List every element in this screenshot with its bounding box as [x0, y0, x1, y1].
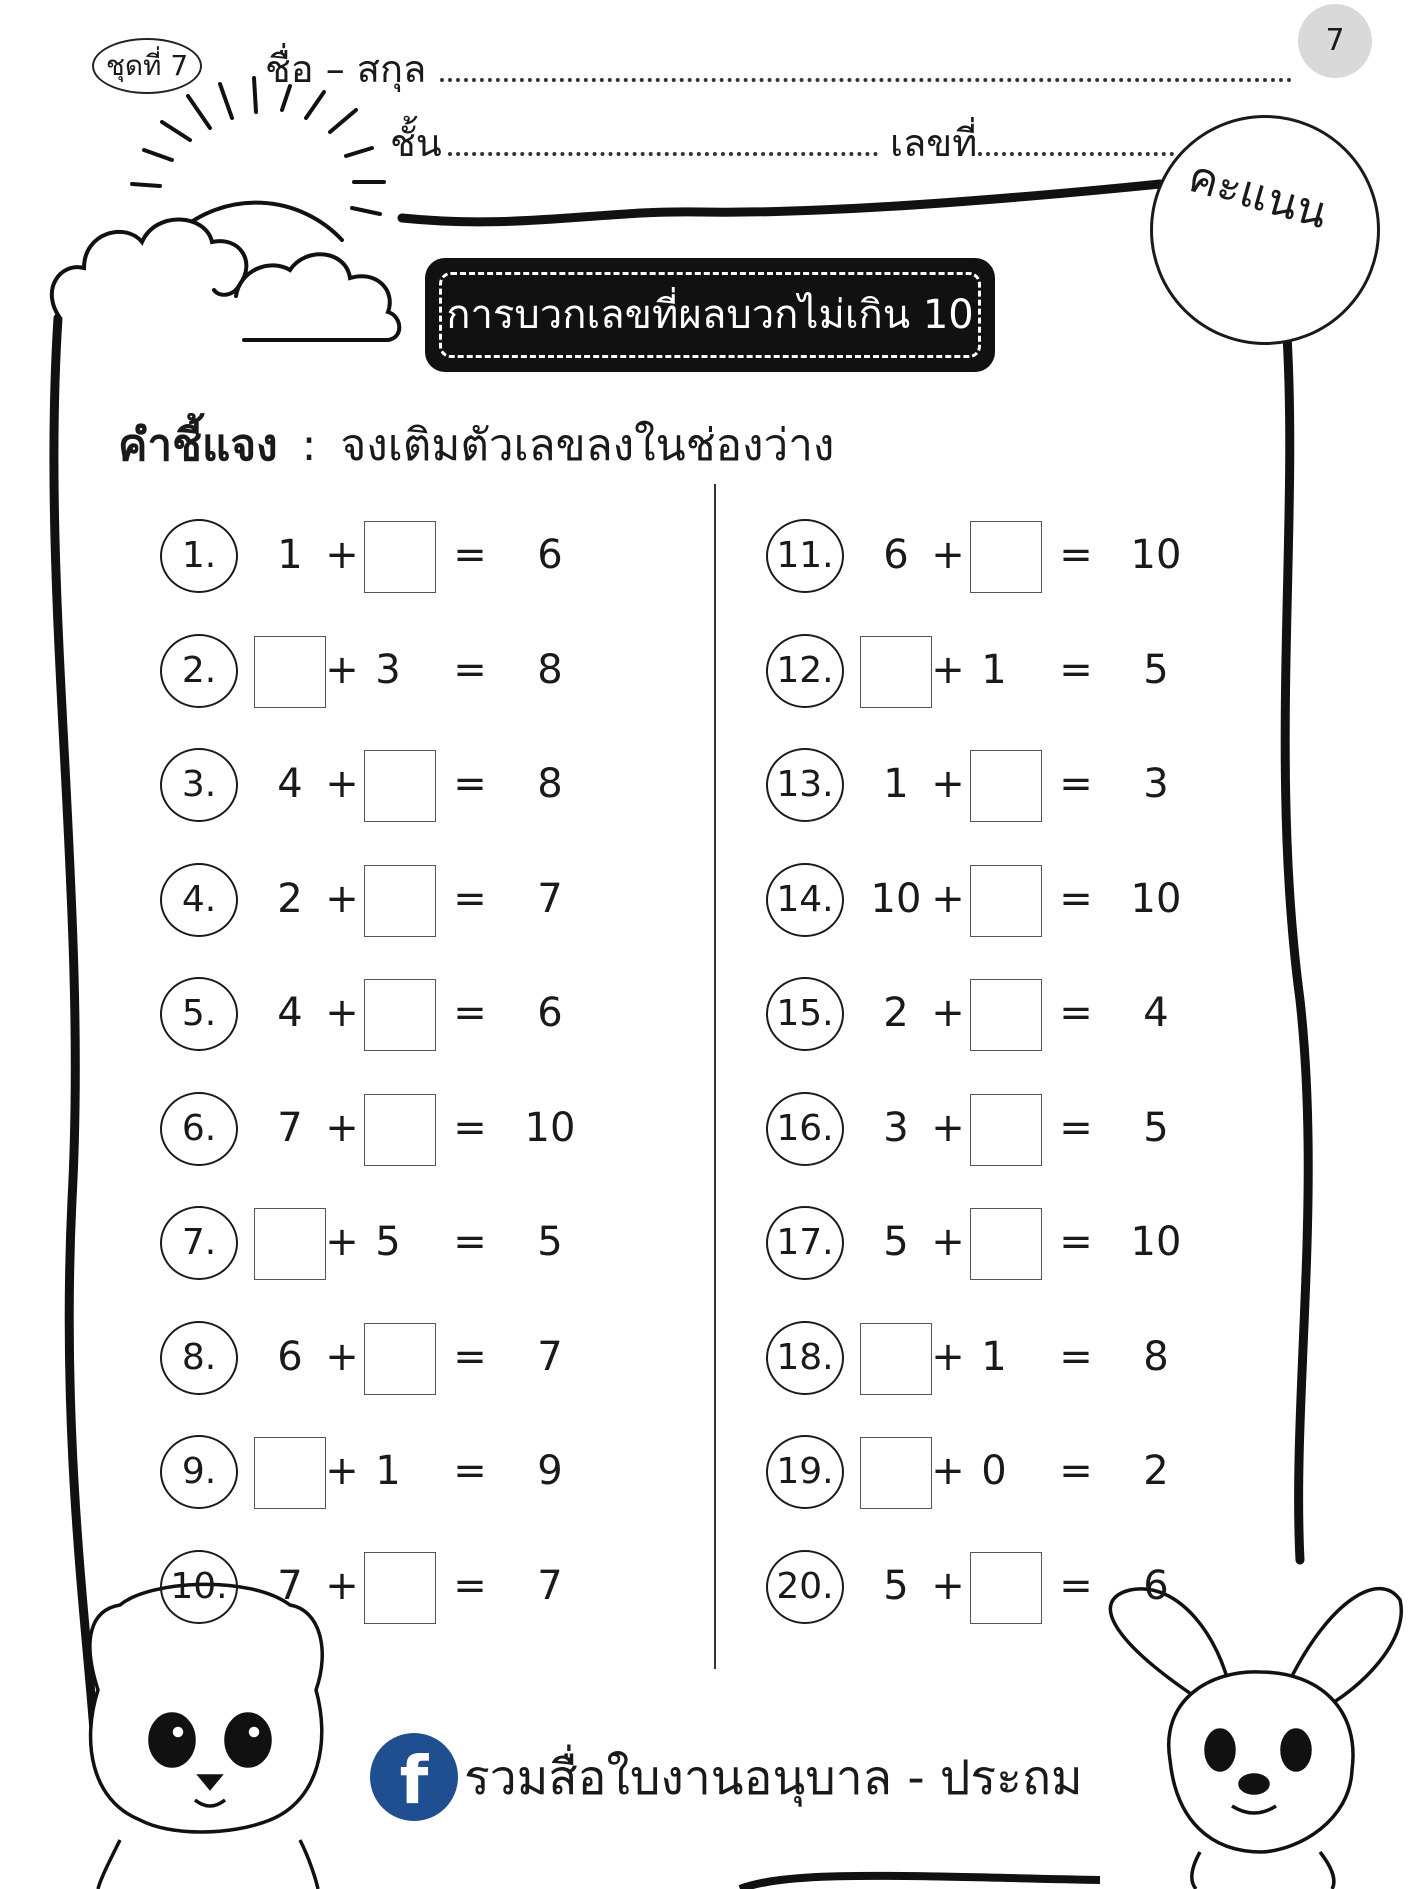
answer-box[interactable]: [970, 979, 1042, 1051]
result-value: 6: [537, 532, 563, 578]
plus-sign: +: [931, 532, 965, 578]
question-number: 17.: [766, 1206, 844, 1280]
plus-sign: +: [325, 875, 359, 922]
set-number-badge: ชุดที่ 7: [92, 38, 202, 94]
question-row: [766, 1431, 1226, 1511]
result-value: 6: [1143, 1562, 1169, 1609]
operand-a: 10: [870, 875, 922, 922]
question-number: 4.: [160, 863, 238, 937]
facebook-icon: f: [370, 1733, 458, 1821]
question-row: [160, 973, 620, 1053]
answer-box[interactable]: [364, 1323, 436, 1395]
question-number: 8.: [160, 1321, 238, 1395]
equals-sign: =: [1059, 761, 1093, 807]
question-row: [766, 744, 1226, 824]
question-row: [160, 1431, 620, 1511]
question-row: [766, 1546, 1226, 1626]
question-row: [160, 515, 620, 595]
question-number: 9.: [160, 1435, 238, 1509]
column-divider: [714, 484, 716, 1669]
equals-sign: =: [453, 532, 487, 578]
equals-sign: =: [1059, 990, 1093, 1036]
plus-sign: +: [931, 1562, 965, 1609]
result-value: 5: [1143, 646, 1169, 693]
plus-sign: +: [931, 990, 965, 1036]
plus-sign: +: [325, 1219, 359, 1265]
plus-sign: +: [325, 532, 359, 578]
name-label: ชื่อ – สกุล: [265, 47, 427, 91]
cloud-icon: [52, 219, 399, 340]
class-field[interactable]: [448, 152, 878, 156]
operand-a: 7: [277, 1104, 303, 1151]
equals-sign: =: [1059, 532, 1093, 578]
question-number: 18.: [766, 1321, 844, 1395]
question-row: [766, 630, 1226, 710]
instructions-separator: :: [301, 420, 317, 471]
student-number-label: เลขที่: [890, 121, 978, 165]
result-value: 10: [1130, 875, 1182, 922]
question-number: 12.: [766, 634, 844, 708]
question-number: 6.: [160, 1092, 238, 1166]
operand-a: 3: [883, 1104, 909, 1151]
equals-sign: =: [453, 1333, 487, 1380]
score-label: คะแนน: [1182, 150, 1333, 240]
plus-sign: +: [325, 990, 359, 1036]
question-number: 10.: [160, 1550, 238, 1624]
worksheet-title: การบวกเลขที่ผลบวกไม่เกิน 10: [439, 272, 981, 358]
instructions-label: คำชี้แจง: [118, 420, 278, 471]
question-number: 16.: [766, 1092, 844, 1166]
question-number: 20.: [766, 1550, 844, 1624]
question-row: [160, 859, 620, 939]
result-value: 3: [1143, 761, 1169, 807]
equals-sign: =: [453, 875, 487, 922]
result-value: 10: [1130, 1219, 1182, 1265]
plus-sign: +: [931, 646, 965, 693]
operand-b: 5: [375, 1219, 401, 1265]
operand-a: 6: [883, 532, 909, 578]
operand-a: 6: [277, 1333, 303, 1380]
page-number-badge: 7: [1298, 4, 1372, 78]
question-number: 5.: [160, 977, 238, 1051]
question-row: [160, 1546, 620, 1626]
answer-box[interactable]: [970, 1094, 1042, 1166]
equals-sign: =: [453, 1104, 487, 1151]
footer-text: รวมสื่อใบงานอนุบาล - ประถม: [464, 1750, 1083, 1806]
answer-box[interactable]: [970, 1552, 1042, 1624]
answer-box[interactable]: [364, 1094, 436, 1166]
worksheet-title-box: [425, 258, 995, 372]
result-value: 7: [537, 1333, 563, 1380]
answer-box[interactable]: [970, 1208, 1042, 1280]
question-row: [160, 1202, 620, 1282]
question-number: 13.: [766, 748, 844, 822]
equals-sign: =: [1059, 1333, 1093, 1380]
plus-sign: +: [325, 1104, 359, 1151]
question-row: [160, 630, 620, 710]
result-value: 2: [1143, 1448, 1169, 1494]
result-value: 7: [537, 875, 563, 922]
equals-sign: =: [453, 1219, 487, 1265]
plus-sign: +: [325, 1333, 359, 1380]
plus-sign: +: [325, 1448, 359, 1494]
answer-box[interactable]: [970, 865, 1042, 937]
result-value: 10: [524, 1104, 576, 1151]
equals-sign: =: [1059, 1219, 1093, 1265]
equals-sign: =: [1059, 1562, 1093, 1609]
operand-a: 4: [277, 990, 303, 1036]
instructions: [118, 410, 834, 480]
equals-sign: =: [1059, 646, 1093, 693]
question-number: 7.: [160, 1206, 238, 1280]
result-value: 8: [537, 761, 563, 807]
question-row: [160, 1317, 620, 1397]
instructions-text: จงเติมตัวเลขลงในช่องว่าง: [340, 420, 835, 471]
result-value: 8: [537, 646, 563, 693]
result-value: 9: [537, 1448, 563, 1494]
result-value: 5: [537, 1219, 563, 1265]
plus-sign: +: [325, 761, 359, 807]
operand-b: 1: [375, 1448, 401, 1494]
question-number: 15.: [766, 977, 844, 1051]
plus-sign: +: [931, 875, 965, 922]
sun-icon: [132, 78, 384, 240]
question-number: 3.: [160, 748, 238, 822]
result-value: 4: [1143, 990, 1169, 1036]
answer-box[interactable]: [364, 865, 436, 937]
plus-sign: +: [325, 1562, 359, 1609]
answer-box[interactable]: [364, 521, 436, 593]
equals-sign: =: [453, 990, 487, 1036]
tiger-cub-illustration: [90, 1584, 322, 1889]
student-number-field[interactable]: [978, 152, 1174, 156]
plus-sign: +: [931, 1104, 965, 1151]
equals-sign: =: [1059, 1448, 1093, 1494]
operand-b: 3: [375, 646, 401, 693]
question-row: [766, 1317, 1226, 1397]
equals-sign: =: [453, 1448, 487, 1494]
operand-b: 1: [981, 1333, 1007, 1380]
plus-sign: +: [931, 1333, 965, 1380]
question-number: 14.: [766, 863, 844, 937]
operand-a: 5: [883, 1562, 909, 1609]
answer-box[interactable]: [364, 979, 436, 1051]
result-value: 6: [537, 990, 563, 1036]
equals-sign: =: [453, 646, 487, 693]
equals-sign: =: [453, 761, 487, 807]
operand-a: 2: [277, 875, 303, 922]
question-number: 2.: [160, 634, 238, 708]
operand-b: 0: [981, 1448, 1007, 1494]
plus-sign: +: [931, 761, 965, 807]
operand-b: 1: [981, 646, 1007, 693]
question-row: [766, 515, 1226, 595]
paper-border: [54, 318, 96, 1760]
operand-a: 2: [883, 990, 909, 1036]
result-value: 7: [537, 1562, 563, 1609]
answer-box[interactable]: [970, 750, 1042, 822]
question-row: [766, 973, 1226, 1053]
equals-sign: =: [453, 1562, 487, 1609]
answer-box[interactable]: [970, 521, 1042, 593]
operand-a: 5: [883, 1219, 909, 1265]
question-number: 1.: [160, 519, 238, 593]
result-value: 8: [1143, 1333, 1169, 1380]
operand-a: 4: [277, 761, 303, 807]
question-row: [160, 1088, 620, 1168]
operand-a: 1: [883, 761, 909, 807]
plus-sign: +: [325, 646, 359, 693]
question-number: 11.: [766, 519, 844, 593]
plus-sign: +: [931, 1219, 965, 1265]
question-row: [160, 744, 620, 824]
equals-sign: =: [1059, 875, 1093, 922]
name-field[interactable]: [440, 78, 1292, 82]
result-value: 10: [1130, 532, 1182, 578]
question-row: [766, 1202, 1226, 1282]
answer-box[interactable]: [364, 750, 436, 822]
class-label: ชั้น: [390, 121, 442, 165]
result-value: 5: [1143, 1104, 1169, 1151]
operand-a: 1: [277, 532, 303, 578]
answer-box[interactable]: [364, 1552, 436, 1624]
question-number: 19.: [766, 1435, 844, 1509]
question-row: [766, 1088, 1226, 1168]
operand-a: 7: [277, 1562, 303, 1609]
bunny-illustration: [1110, 1589, 1401, 1889]
question-row: [766, 859, 1226, 939]
equals-sign: =: [1059, 1104, 1093, 1151]
plus-sign: +: [931, 1448, 965, 1494]
